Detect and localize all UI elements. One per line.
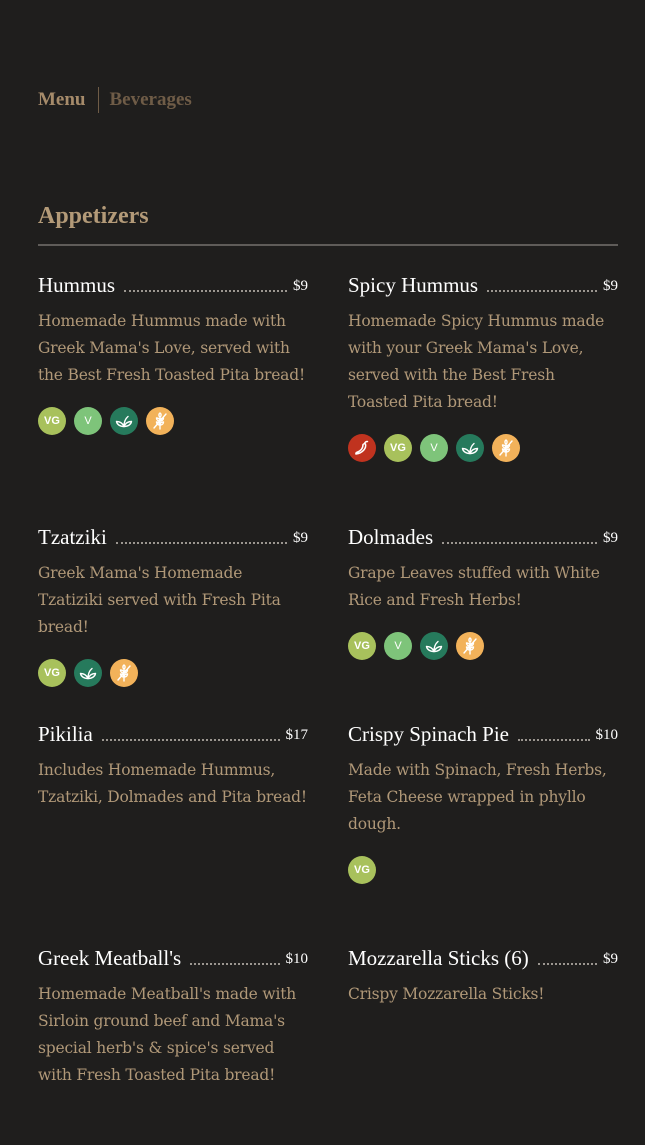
- gluten-free-icon: [492, 434, 520, 462]
- menu-item-description: Includes Homemade Hummus, Tzatziki, Dolmades and Pita bread!: [38, 761, 307, 806]
- menu-item-price: $9: [293, 530, 308, 546]
- menu-item[interactable]: [38, 520, 308, 687]
- dotted-leader: [124, 290, 287, 292]
- menu-item-description: Greek Mama's Homemade Tzatiziki served with Fresh Pita bread!: [38, 564, 281, 636]
- vegan-icon: VG: [38, 407, 66, 435]
- menu-item-price: $9: [603, 951, 618, 967]
- dietary-badges: [38, 659, 308, 687]
- menu-item[interactable]: [38, 268, 308, 435]
- leaf-icon: [110, 407, 138, 435]
- vegan-icon: VG: [384, 434, 412, 462]
- tab-menu[interactable]: Menu: [38, 89, 86, 110]
- menu-item-name: Mozzarella Sticks (6): [348, 946, 529, 970]
- menu-item-header: [348, 717, 618, 747]
- vegan-icon: VG: [38, 659, 66, 687]
- menu-item-description: Homemade Meatball's made with Sirloin ground beef and Mama's special herb's & spice's served with Fresh Toasted Pita bread!: [38, 985, 297, 1084]
- section-divider: [38, 244, 618, 246]
- menu-item-name: Dolmades: [348, 525, 434, 549]
- leaf-icon: [456, 434, 484, 462]
- menu-item[interactable]: [348, 717, 618, 884]
- menu-item[interactable]: [38, 717, 308, 811]
- dotted-leader: [102, 739, 280, 741]
- menu-item-header: [348, 520, 618, 550]
- menu-item-header: [38, 520, 308, 550]
- dietary-badges: [38, 407, 308, 435]
- dotted-leader: [116, 542, 287, 544]
- menu-item[interactable]: [348, 941, 618, 1008]
- menu-item-price: $9: [603, 278, 618, 294]
- dotted-leader: [487, 290, 597, 292]
- menu-item-name: Greek Meatball's: [38, 946, 182, 970]
- menu-item-header: [38, 717, 308, 747]
- menu-item-header: [348, 268, 618, 298]
- menu-item-name: Crispy Spinach Pie: [348, 722, 509, 746]
- gluten-free-icon: [146, 407, 174, 435]
- section-title: Appetizers: [38, 203, 149, 229]
- menu-item-price: $9: [293, 278, 308, 294]
- menu-item[interactable]: [348, 520, 618, 660]
- leaf-icon: [74, 659, 102, 687]
- tab-divider: [98, 87, 99, 113]
- dotted-leader: [190, 963, 279, 965]
- vegan-icon: VG: [348, 632, 376, 660]
- menu-item-price: $10: [285, 951, 308, 967]
- gluten-free-icon: [110, 659, 138, 687]
- dietary-badges: [348, 632, 618, 660]
- dotted-leader: [442, 542, 597, 544]
- dietary-badges: [348, 434, 618, 462]
- menu-tabs: [38, 86, 192, 114]
- menu-item-name: Pikilia: [38, 722, 93, 746]
- menu-item[interactable]: [38, 941, 308, 1089]
- dotted-leader: [538, 963, 597, 965]
- menu-item-header: [38, 268, 308, 298]
- menu-item-price: $9: [603, 530, 618, 546]
- menu-item-description: Grape Leaves stuffed with White Rice and Fresh Herbs!: [348, 564, 600, 609]
- vegetarian-icon: V: [420, 434, 448, 462]
- menu-item-name: Hummus: [38, 273, 116, 297]
- dotted-leader: [518, 739, 590, 741]
- tab-beverages[interactable]: Beverages: [109, 89, 192, 110]
- menu-item-name: Spicy Hummus: [348, 273, 479, 297]
- menu-item-description: Homemade Spicy Hummus made with your Greek Mama's Love, served with the Best Fresh Toasted Pita bread!: [348, 312, 605, 411]
- leaf-icon: [420, 632, 448, 660]
- vegan-icon: VG: [348, 856, 376, 884]
- gluten-free-icon: [456, 632, 484, 660]
- menu-item-price: $17: [285, 727, 308, 743]
- menu-item-description: Made with Spinach, Fresh Herbs, Feta Cheese wrapped in phyllo dough.: [348, 761, 607, 833]
- menu-item-price: $10: [595, 727, 618, 743]
- menu-item-header: [38, 941, 308, 971]
- menu-item-name: Tzatziki: [38, 525, 107, 549]
- menu-item-description: Homemade Hummus made with Greek Mama's Love, served with the Best Fresh Toasted Pita bread!: [38, 312, 305, 384]
- vegetarian-icon: V: [74, 407, 102, 435]
- vegetarian-icon: V: [384, 632, 412, 660]
- menu-item-description: Crispy Mozzarella Sticks!: [348, 985, 545, 1003]
- menu-item[interactable]: [348, 268, 618, 462]
- chili-pepper-icon: [348, 434, 376, 462]
- menu-item-header: [348, 941, 618, 971]
- dietary-badges: [348, 856, 618, 884]
